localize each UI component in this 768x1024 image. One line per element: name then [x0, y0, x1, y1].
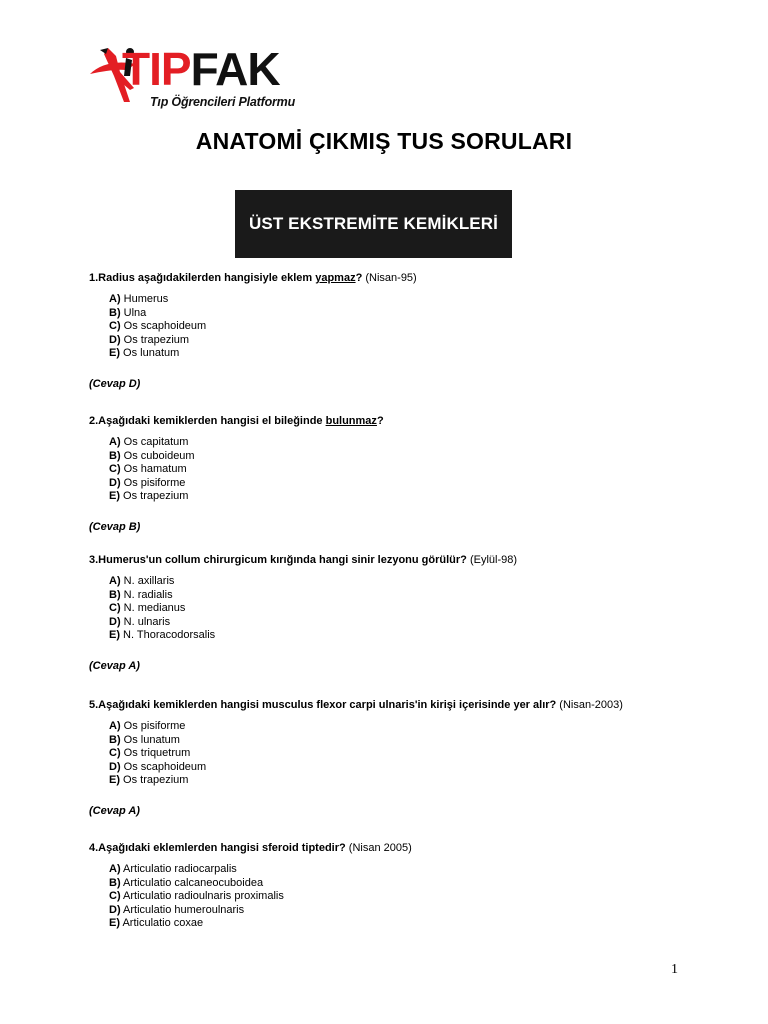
option-letter: E) — [109, 629, 120, 642]
option-d — [109, 334, 689, 348]
option-text: Articulatio radiocarpalis — [120, 863, 237, 875]
question-heading — [89, 414, 689, 428]
option-text: Os lunatum — [120, 733, 180, 746]
option-c — [109, 320, 689, 334]
question-underlined-word: yapmaz — [315, 272, 356, 284]
option-c — [109, 747, 689, 761]
logo-wordmark-fak: FAK — [190, 43, 280, 95]
question-text — [89, 554, 467, 566]
question-heading — [89, 271, 689, 285]
option-letter: B) — [109, 876, 121, 889]
option-a — [109, 436, 689, 450]
options-list — [109, 436, 689, 504]
option-letter: A) — [109, 720, 121, 732]
question-text — [89, 272, 362, 284]
question-source: (Eylül-98) — [466, 554, 518, 566]
option-letter: E) — [109, 917, 120, 930]
question-5 — [89, 698, 689, 817]
section-banner-label: ÜST EKSTREMİTE KEMİKLERİ — [249, 214, 498, 233]
question-text-end: ? — [355, 272, 363, 284]
option-b — [109, 734, 689, 748]
option-text: N. ulnaris — [120, 615, 171, 628]
options-list — [109, 720, 689, 788]
option-text: Os capitatum — [120, 436, 189, 448]
option-text: Os scaphoideum — [120, 320, 207, 333]
option-letter: B) — [109, 449, 121, 462]
option-e — [109, 917, 689, 931]
option-text: Articulatio calcaneocuboidea — [120, 876, 264, 889]
option-text: Os lunatum — [120, 347, 180, 360]
question-4 — [89, 841, 689, 931]
question-source: (Nisan 2005) — [345, 842, 412, 854]
document-title: ANATOMİ ÇIKMIŞ TUS SORULARI — [195, 128, 573, 154]
option-text: Os triquetrum — [120, 747, 191, 760]
option-letter: E) — [109, 490, 120, 503]
option-letter: B) — [109, 306, 121, 319]
question-text — [89, 842, 346, 854]
option-letter: B) — [109, 733, 121, 746]
option-letter: D) — [109, 903, 121, 916]
option-d — [109, 904, 689, 918]
logo-wordmark-tip: TIP — [122, 43, 191, 95]
options-list — [109, 575, 689, 643]
tipfak-logo — [86, 42, 316, 114]
answer-label: (Cevap D) — [89, 377, 141, 390]
option-c — [109, 602, 689, 616]
option-text: N. medianus — [120, 602, 186, 615]
option-letter: B) — [109, 588, 121, 601]
question-source: (Nisan-2003) — [556, 699, 623, 711]
question-text — [89, 699, 556, 711]
option-letter: A) — [109, 436, 121, 448]
question-source: (Nisan-95) — [362, 272, 417, 284]
option-letter: E) — [109, 347, 120, 360]
option-letter: C) — [109, 890, 121, 903]
option-letter: A) — [109, 575, 121, 587]
option-b — [109, 589, 689, 603]
option-c — [109, 890, 689, 904]
logo-wordmark — [122, 44, 280, 94]
question-text-main: 2.Aşağıdaki kemiklerden hangisi el bileğinde — [89, 415, 326, 427]
option-e — [109, 347, 689, 361]
question-3 — [89, 553, 689, 672]
option-letter: D) — [109, 615, 121, 628]
option-text: Os trapezium — [120, 490, 189, 503]
answer-label: (Cevap A) — [89, 659, 140, 672]
question-text — [89, 415, 384, 427]
option-text: Ulna — [120, 306, 147, 319]
answer-label: (Cevap B) — [89, 520, 141, 533]
question-heading — [89, 841, 689, 855]
option-text: N. axillaris — [120, 575, 175, 587]
option-letter: C) — [109, 602, 121, 615]
options-list — [109, 293, 689, 361]
option-letter: C) — [109, 747, 121, 760]
question-heading — [89, 698, 689, 712]
option-text: N. Thoracodorsalis — [120, 629, 216, 642]
option-b — [109, 307, 689, 321]
question-underlined-word: bulunmaz — [325, 415, 377, 427]
option-b — [109, 450, 689, 464]
options-list — [109, 863, 689, 931]
question-2 — [89, 414, 689, 533]
option-b — [109, 877, 689, 891]
option-text: Articulatio coxae — [120, 917, 204, 930]
question-text-main: 3.Humerus'un collum chirurgicum kırığında hangi sinir lezyonu görülür? — [89, 554, 467, 566]
option-d — [109, 616, 689, 630]
option-text: N. radialis — [120, 588, 173, 601]
option-d — [109, 477, 689, 491]
logo-tagline: Tıp Öğrencileri Platformu — [150, 95, 296, 109]
option-d — [109, 761, 689, 775]
option-a — [109, 863, 689, 877]
option-letter: D) — [109, 476, 121, 489]
option-a — [109, 293, 689, 307]
option-text: Articulatio radioulnaris proximalis — [120, 890, 284, 903]
option-text: Humerus — [120, 293, 169, 305]
page-number: 1 — [671, 962, 678, 977]
option-e — [109, 774, 689, 788]
option-text: Os pisiforme — [120, 476, 186, 489]
option-letter: C) — [109, 320, 121, 333]
question-1 — [89, 271, 689, 390]
option-letter: A) — [109, 863, 121, 875]
question-text-end: ? — [376, 415, 384, 427]
question-text-main: 4.Aşağıdaki eklemlerden hangisi sferoid tiptedir? — [89, 842, 346, 854]
option-letter: C) — [109, 463, 121, 476]
question-text-main: 1.Radius aşağıdakilerden hangisiyle eklem — [89, 272, 316, 284]
section-banner — [235, 190, 512, 258]
option-a — [109, 575, 689, 589]
option-text: Os hamatum — [120, 463, 187, 476]
option-letter: D) — [109, 760, 121, 773]
option-text: Os trapezium — [120, 774, 189, 787]
option-e — [109, 629, 689, 643]
option-a — [109, 720, 689, 734]
option-letter: A) — [109, 293, 121, 305]
option-text: Articulatio humeroulnaris — [120, 903, 245, 916]
option-text: Os cuboideum — [120, 449, 195, 462]
option-text: Os scaphoideum — [120, 760, 207, 773]
option-text: Os trapezium — [120, 333, 190, 346]
option-letter: D) — [109, 333, 121, 346]
question-text-main: 5.Aşağıdaki kemiklerden hangisi musculus flexor carpi ulnaris'in kirişi içerisinde yer alır? — [89, 699, 557, 711]
option-letter: E) — [109, 774, 120, 787]
option-c — [109, 463, 689, 477]
answer-label: (Cevap A) — [89, 804, 140, 817]
option-e — [109, 490, 689, 504]
question-heading — [89, 553, 689, 567]
option-text: Os pisiforme — [120, 720, 186, 732]
